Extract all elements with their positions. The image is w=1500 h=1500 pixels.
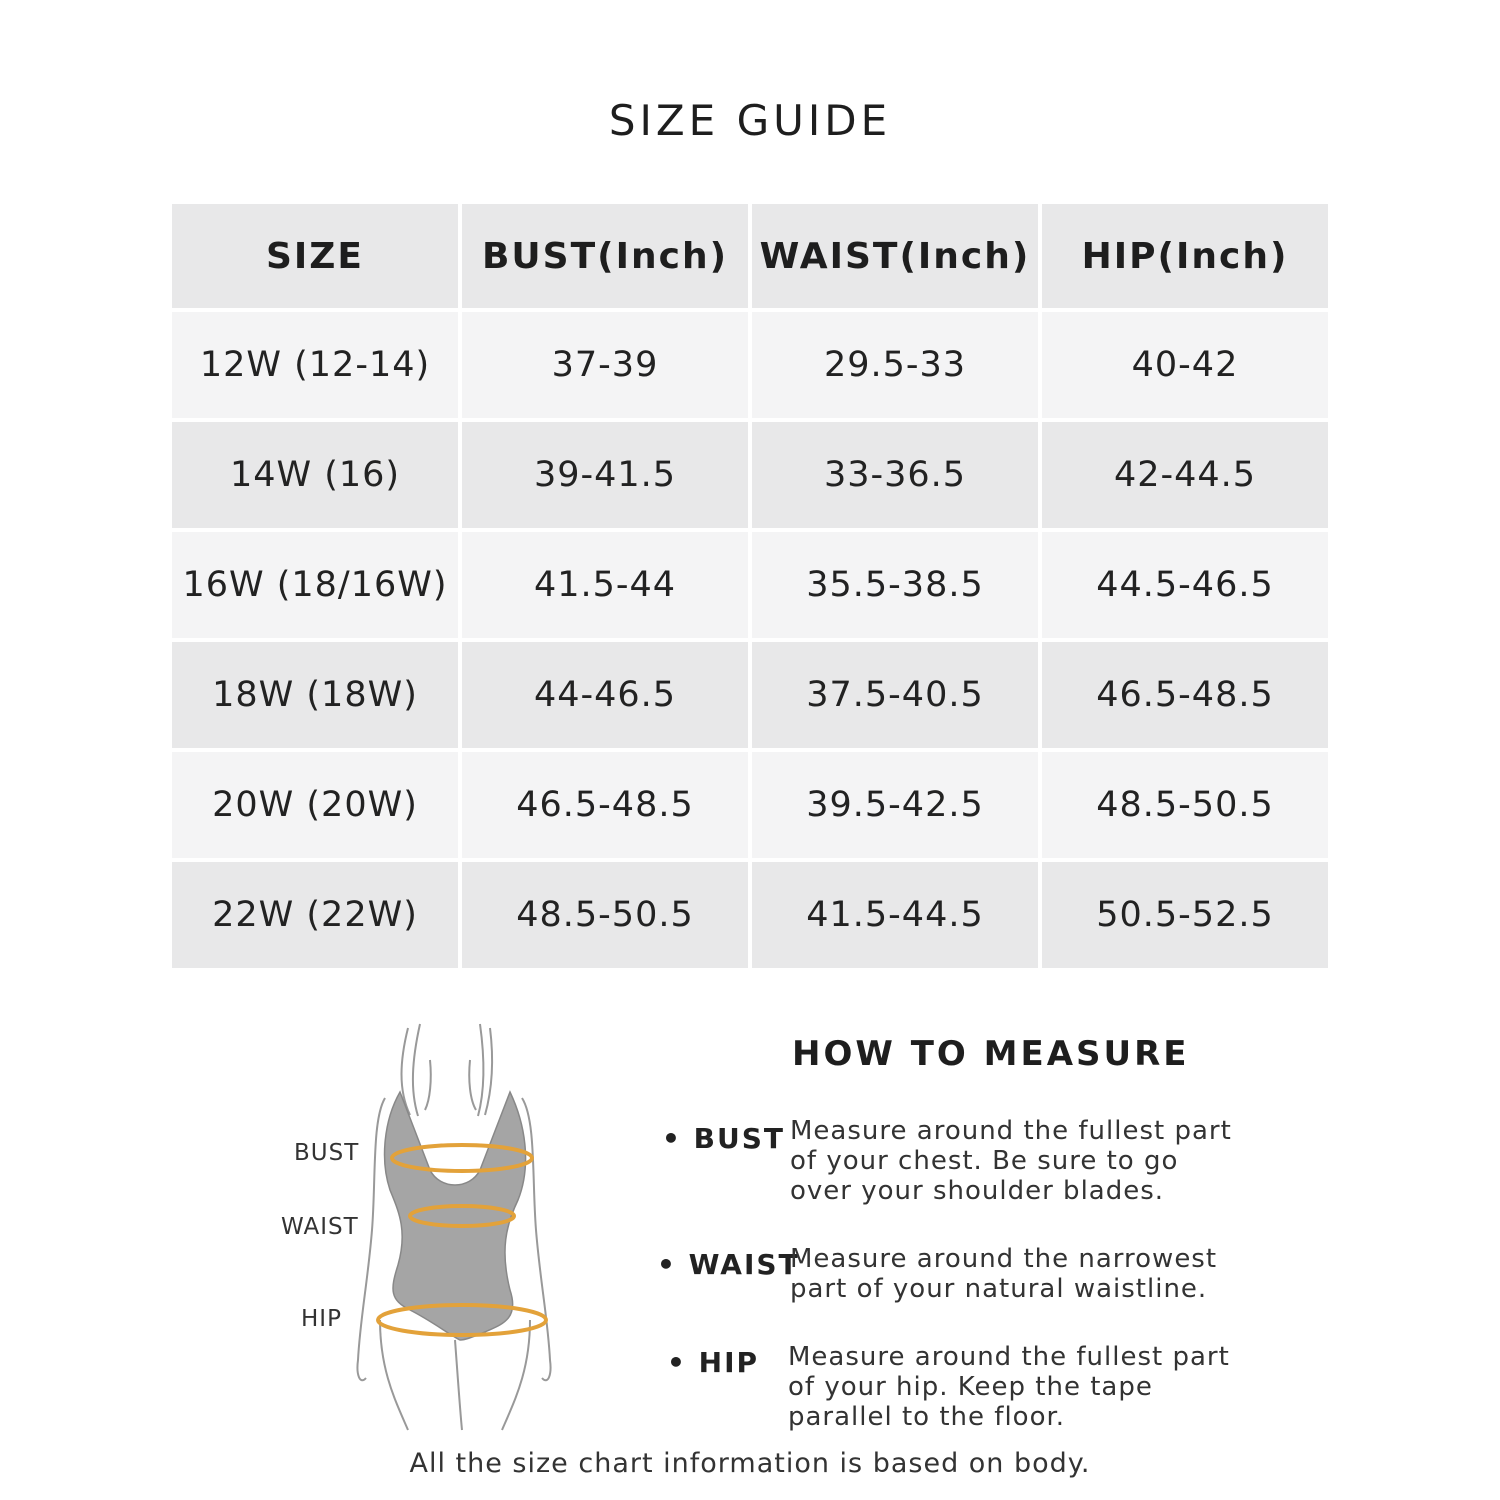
measure-desc-hip bbox=[788, 1342, 1258, 1432]
table-row bbox=[172, 532, 1328, 638]
measure-key-waist: • WAIST bbox=[657, 1248, 800, 1281]
cell-hip: 40-42 bbox=[1042, 312, 1328, 418]
cell-bust: 39-41.5 bbox=[462, 422, 748, 528]
desc-line: of your hip. Keep the tape bbox=[788, 1372, 1153, 1402]
cell-size: 20W (20W) bbox=[172, 752, 458, 858]
table-row bbox=[172, 422, 1328, 528]
header-size: SIZE bbox=[172, 204, 458, 308]
cell-size: 18W (18W) bbox=[172, 642, 458, 748]
how-to-measure-title: HOW TO MEASURE bbox=[792, 1034, 1190, 1074]
cell-waist: 37.5-40.5 bbox=[752, 642, 1038, 748]
measure-key-hip: • HIP bbox=[667, 1346, 760, 1379]
cell-bust: 46.5-48.5 bbox=[462, 752, 748, 858]
desc-line: parallel to the floor. bbox=[788, 1402, 1066, 1432]
cell-size: 22W (22W) bbox=[172, 862, 458, 968]
cell-bust: 41.5-44 bbox=[462, 532, 748, 638]
cell-bust: 37-39 bbox=[462, 312, 748, 418]
footnote: All the size chart information is based on body. bbox=[409, 1448, 1091, 1479]
measure-desc-waist bbox=[790, 1244, 1260, 1304]
cell-bust: 44-46.5 bbox=[462, 642, 748, 748]
cell-waist: 39.5-42.5 bbox=[752, 752, 1038, 858]
size-table bbox=[168, 200, 1332, 972]
cell-hip: 42-44.5 bbox=[1042, 422, 1328, 528]
cell-waist: 29.5-33 bbox=[752, 312, 1038, 418]
table-header-row bbox=[172, 204, 1328, 308]
desc-line: Measure around the fullest part bbox=[788, 1342, 1230, 1372]
header-waist: WAIST(Inch) bbox=[752, 204, 1038, 308]
cell-size: 16W (18/16W) bbox=[172, 532, 458, 638]
desc-line: Measure around the fullest part bbox=[790, 1116, 1232, 1146]
bodysuit-shape bbox=[385, 1092, 526, 1340]
desc-line: over your shoulder blades. bbox=[790, 1176, 1165, 1206]
figure-label-waist: WAIST bbox=[281, 1214, 359, 1240]
measure-key-bust: • BUST bbox=[662, 1122, 785, 1155]
desc-line: of your chest. Be sure to go bbox=[790, 1146, 1179, 1176]
table-row bbox=[172, 312, 1328, 418]
cell-bust: 48.5-50.5 bbox=[462, 862, 748, 968]
cell-size: 12W (12-14) bbox=[172, 312, 458, 418]
page-title: SIZE GUIDE bbox=[608, 96, 892, 145]
cell-hip: 50.5-52.5 bbox=[1042, 862, 1328, 968]
cell-size: 14W (16) bbox=[172, 422, 458, 528]
cell-hip: 44.5-46.5 bbox=[1042, 532, 1328, 638]
cell-waist: 35.5-38.5 bbox=[752, 532, 1038, 638]
measure-desc-bust bbox=[790, 1116, 1260, 1206]
table-row bbox=[172, 752, 1328, 858]
cell-hip: 48.5-50.5 bbox=[1042, 752, 1328, 858]
figure-label-bust: BUST bbox=[294, 1140, 360, 1166]
table-row bbox=[172, 642, 1328, 748]
figure-label-hip: HIP bbox=[301, 1306, 342, 1332]
header-bust: BUST(Inch) bbox=[462, 204, 748, 308]
cell-waist: 41.5-44.5 bbox=[752, 862, 1038, 968]
cell-waist: 33-36.5 bbox=[752, 422, 1038, 528]
desc-line: Measure around the narrowest bbox=[790, 1244, 1218, 1274]
desc-line: part of your natural waistline. bbox=[790, 1274, 1208, 1304]
header-hip: HIP(Inch) bbox=[1042, 204, 1328, 308]
table-row bbox=[172, 862, 1328, 968]
cell-hip: 46.5-48.5 bbox=[1042, 642, 1328, 748]
